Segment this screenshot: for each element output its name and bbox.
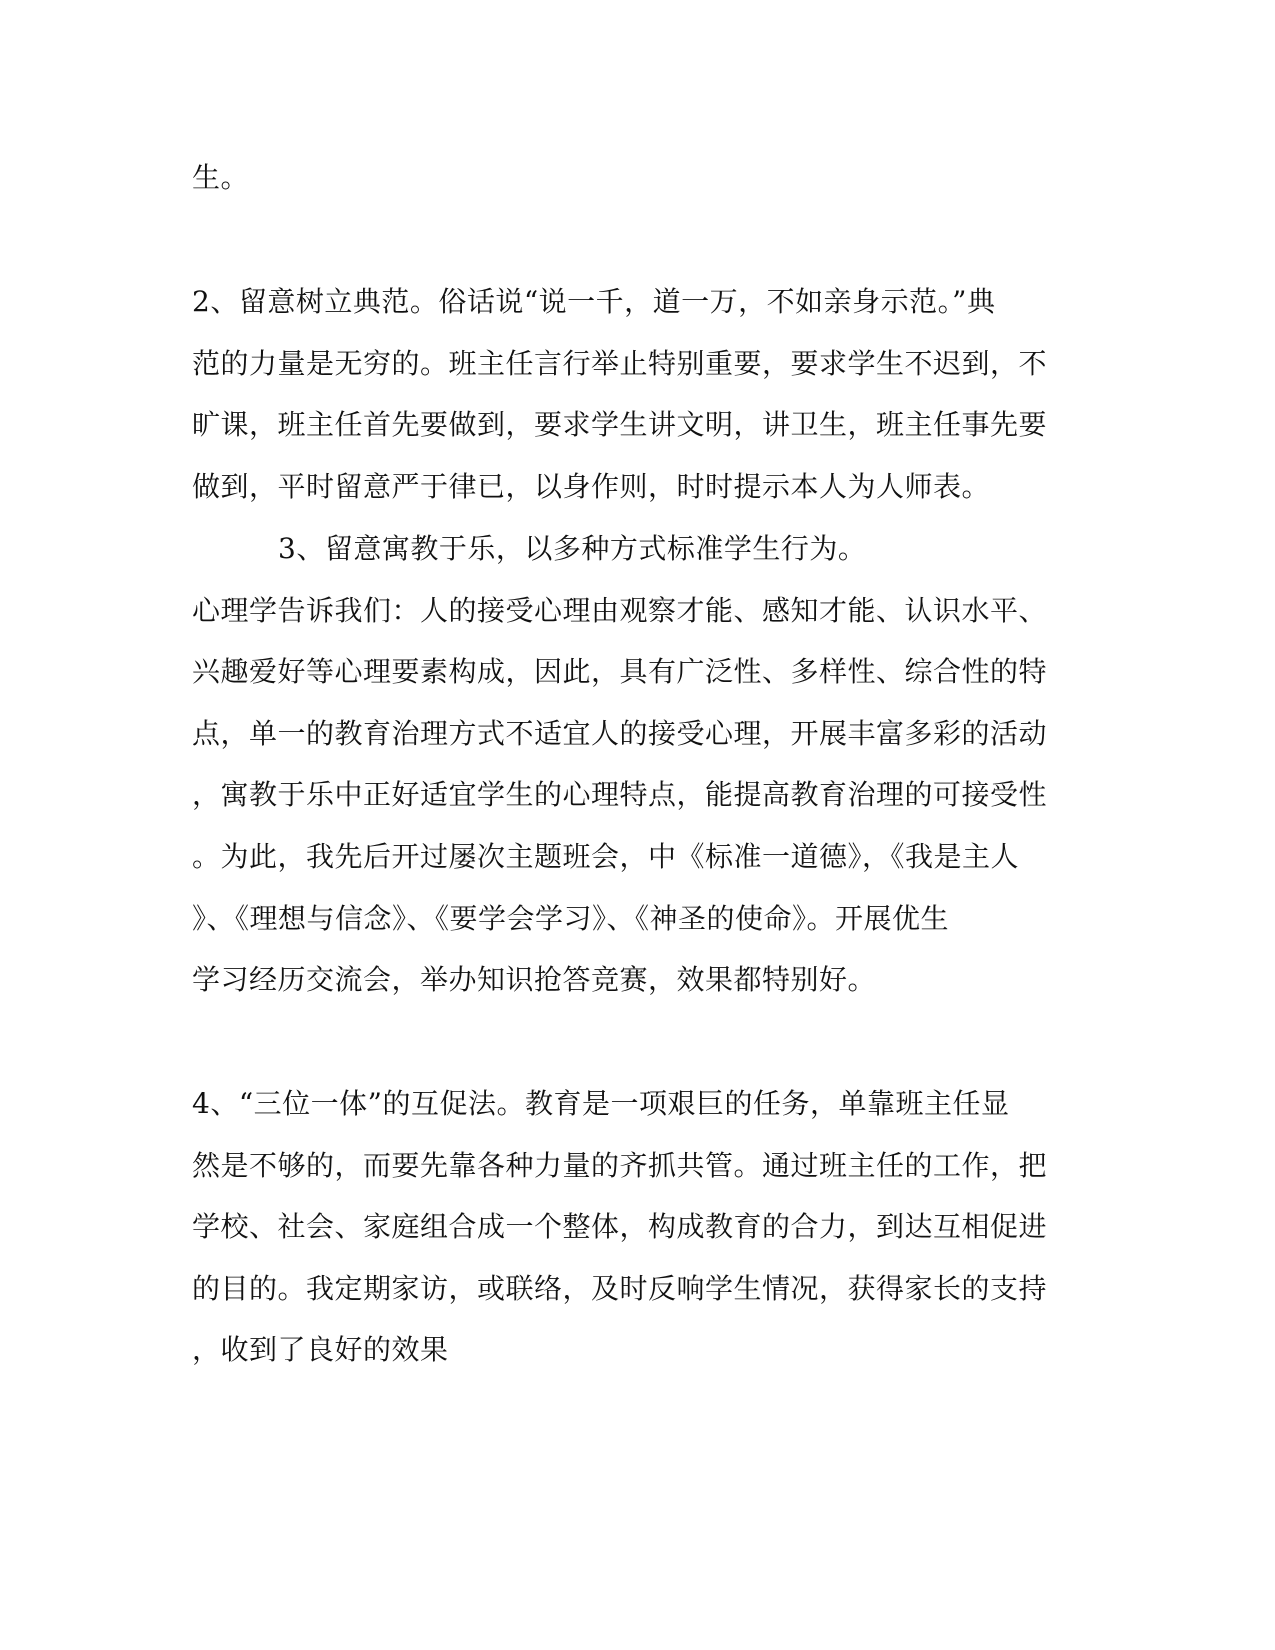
text-line: 的目的。我定期家访，或联络，及时反响学生情况，获得家长的支持 xyxy=(192,1272,1048,1305)
text-line: ，收到了良好的效果 xyxy=(192,1333,449,1366)
text-line: 》、《理想与信念》、《要学会学习》、《神圣的使命》。开展优生 xyxy=(192,902,950,935)
text-line: 范的力量是无穷的。班主任言行举止特别重要，要求学生不迟到，不 xyxy=(192,347,1048,380)
text-line: 兴趣爱好等心理要素构成，因此，具有广泛性、多样性、综合性的特 xyxy=(192,655,1048,688)
text-line: 生。 xyxy=(192,161,250,194)
text-line: 旷课，班主任首先要做到，要求学生讲文明，讲卫生，班主任事先要 xyxy=(192,408,1048,441)
text-line: 做到，平时留意严于律已，以身作则，时时提示本人为人师表。 xyxy=(192,470,991,503)
text-line: 学校、社会、家庭组合成一个整体，构成教育的合力，到达互相促进 xyxy=(192,1210,1048,1243)
text-line: 。为此，我先后开过屡次主题班会，中《标准一道德》，《我是主人 xyxy=(192,840,1020,873)
text-line: ，寓教于乐中正好适宜学生的心理特点，能提高教育治理的可接受性 xyxy=(192,778,1048,811)
text-line: 4、“三位一体”的互促法。教育是一项艰巨的任务，单靠班主任显 xyxy=(192,1087,1010,1120)
text-line: 2、留意树立典范。俗话说“说一千，道一万，不如亲身示范。”典 xyxy=(192,285,996,318)
text-line: 学习经历交流会，举办知识抢答竞赛，效果都特别好。 xyxy=(192,963,877,996)
text-line: 心理学告诉我们：人的接受心理由观察才能、感知才能、认识水平、 xyxy=(192,594,1048,627)
text-line: 点，单一的教育治理方式不适宜人的接受心理，开展丰富多彩的活动 xyxy=(192,717,1048,750)
text-line: 然是不够的，而要先靠各种力量的齐抓共管。通过班主任的工作，把 xyxy=(192,1149,1048,1182)
text-line: 3、留意寓教于乐，以多种方式标准学生行为。 xyxy=(278,532,867,565)
